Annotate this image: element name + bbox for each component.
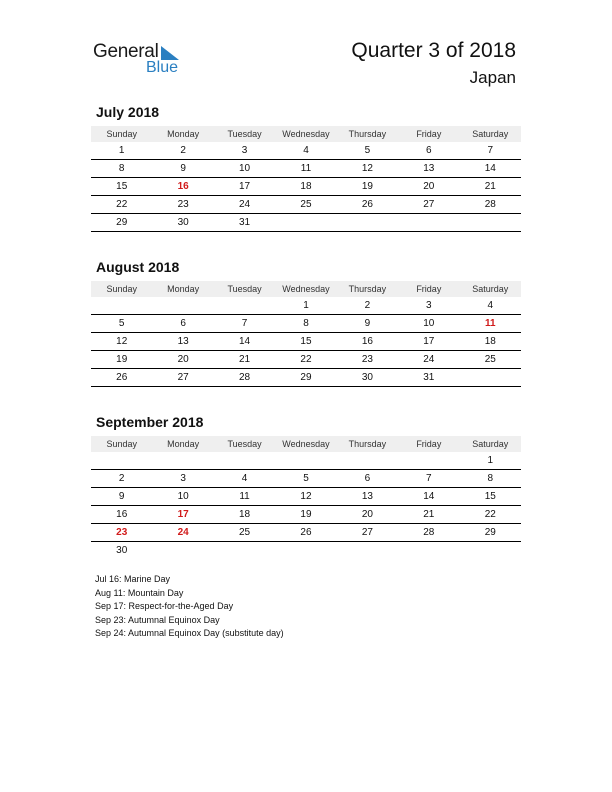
- day-cell: 15: [275, 333, 336, 351]
- day-cell: [460, 369, 521, 387]
- day-cell: 28: [460, 196, 521, 214]
- day-cell: 6: [337, 470, 398, 488]
- week-row: [91, 315, 521, 333]
- day-cell: 25: [214, 524, 275, 542]
- day-cell: 29: [460, 524, 521, 542]
- day-cell: 26: [275, 524, 336, 542]
- day-cell: 3: [398, 297, 459, 315]
- day-cell: [152, 452, 213, 470]
- day-cell: 27: [152, 369, 213, 387]
- day-cell: [337, 452, 398, 470]
- logo-text-blue: Blue: [146, 59, 179, 76]
- day-cell: 26: [91, 369, 152, 387]
- weekday-header: Thursday: [337, 281, 398, 297]
- day-cell: [275, 452, 336, 470]
- day-cell: 29: [91, 214, 152, 232]
- day-cell: 14: [214, 333, 275, 351]
- day-cell: 12: [275, 488, 336, 506]
- calendar-table: [91, 126, 521, 232]
- holiday-note: Sep 17: Respect-for-the-Aged Day: [95, 601, 234, 611]
- day-cell: 30: [116, 545, 128, 556]
- day-cell: [214, 452, 275, 470]
- week-row: [91, 142, 521, 160]
- day-cell: 17: [214, 178, 275, 196]
- month-title: July 2018: [96, 104, 160, 120]
- month-september: [91, 414, 521, 559]
- day-cell: 12: [91, 333, 152, 351]
- day-cell: 9: [337, 315, 398, 333]
- day-cell: 15: [460, 488, 521, 506]
- month-title: September 2018: [96, 414, 204, 430]
- holiday-notes: [95, 573, 284, 641]
- weekday-header: Saturday: [460, 126, 521, 142]
- weekday-header: Wednesday: [275, 126, 336, 142]
- day-cell: 27: [337, 524, 398, 542]
- weekday-header: Monday: [152, 126, 213, 142]
- weekday-header: Tuesday: [214, 436, 275, 452]
- day-cell: 18: [214, 506, 275, 524]
- weekday-header: Sunday: [91, 126, 152, 142]
- day-cell: 2: [337, 297, 398, 315]
- week-row: [91, 351, 521, 369]
- weekday-header: Sunday: [91, 281, 152, 297]
- day-cell: 11: [275, 160, 336, 178]
- day-cell: 16: [91, 506, 152, 524]
- weekday-header: Friday: [398, 126, 459, 142]
- week-row: [91, 297, 521, 315]
- day-cell: 12: [337, 160, 398, 178]
- day-cell: 7: [214, 315, 275, 333]
- week-row: [91, 542, 521, 560]
- day-cell: [460, 542, 521, 560]
- weekday-header: Thursday: [337, 126, 398, 142]
- month-august: [91, 259, 521, 387]
- day-cell: 8: [275, 315, 336, 333]
- day-cell: [337, 214, 398, 232]
- day-cell: 30: [337, 369, 398, 387]
- day-cell: 20: [337, 506, 398, 524]
- country-name: Japan: [469, 68, 516, 87]
- day-cell: 24: [152, 524, 213, 542]
- day-cell: 1: [275, 297, 336, 315]
- generalblue-logo: [93, 41, 193, 81]
- weekday-header-row: [91, 126, 521, 142]
- weekday-header: Friday: [398, 436, 459, 452]
- day-cell: 20: [398, 178, 459, 196]
- day-cell: 4: [460, 297, 521, 315]
- day-cell: 17: [152, 506, 213, 524]
- day-cell: 13: [398, 160, 459, 178]
- day-cell: 19: [337, 178, 398, 196]
- day-cell: 22: [275, 351, 336, 369]
- day-cell: 14: [460, 160, 521, 178]
- week-row: [91, 452, 521, 470]
- day-cell: 26: [337, 196, 398, 214]
- week-row: [91, 178, 521, 196]
- weekday-header: Monday: [152, 436, 213, 452]
- week-row: [91, 524, 521, 542]
- weekday-header: Thursday: [337, 436, 398, 452]
- day-cell: 21: [460, 178, 521, 196]
- holiday-note: Sep 23: Autumnal Equinox Day: [95, 614, 220, 625]
- day-cell: 10: [398, 315, 459, 333]
- day-cell: 6: [398, 142, 459, 160]
- day-cell: 13: [337, 488, 398, 506]
- day-cell: 30: [152, 214, 213, 232]
- week-row: [91, 196, 521, 214]
- day-cell: 4: [275, 142, 336, 160]
- day-cell: 17: [398, 333, 459, 351]
- day-cell: 6: [152, 315, 213, 333]
- day-cell: 9: [152, 160, 213, 178]
- day-cell: 10: [214, 160, 275, 178]
- day-cell: 2: [152, 142, 213, 160]
- day-cell: [152, 297, 213, 315]
- day-cell: 1: [91, 142, 152, 160]
- day-cell: [275, 542, 336, 560]
- day-cell: [214, 297, 275, 315]
- day-cell: 10: [152, 488, 213, 506]
- day-cell: 18: [460, 333, 521, 351]
- weekday-header: Saturday: [460, 281, 521, 297]
- day-cell: [460, 214, 521, 232]
- day-cell: [214, 542, 275, 560]
- holiday-note: Sep 24: Autumnal Equinox Day (substitute day): [95, 628, 284, 638]
- quarter-title: Quarter 3 of 2018: [351, 39, 516, 62]
- day-cell: 16: [337, 333, 398, 351]
- day-cell: 23: [91, 524, 152, 542]
- week-row: [91, 369, 521, 387]
- day-cell: 3: [214, 142, 275, 160]
- day-cell: 15: [91, 178, 152, 196]
- day-cell: 14: [398, 488, 459, 506]
- week-row: [91, 470, 521, 488]
- weekday-header: Friday: [398, 281, 459, 297]
- day-cell: 27: [398, 196, 459, 214]
- day-cell: 24: [214, 196, 275, 214]
- day-cell: 19: [275, 506, 336, 524]
- day-cell: 22: [91, 196, 152, 214]
- day-cell: 22: [460, 506, 521, 524]
- day-cell: [398, 214, 459, 232]
- day-cell: 8: [91, 160, 152, 178]
- weekday-header-row: [91, 281, 521, 297]
- day-cell: 31: [398, 369, 459, 387]
- week-row: [91, 333, 521, 351]
- day-cell: 20: [152, 351, 213, 369]
- day-cell: 5: [275, 470, 336, 488]
- month-july: [91, 104, 521, 232]
- day-cell: [91, 452, 152, 470]
- week-row: [91, 160, 521, 178]
- day-cell: 25: [460, 351, 521, 369]
- day-cell: [398, 452, 459, 470]
- day-cell: 31: [214, 214, 275, 232]
- day-cell: 13: [152, 333, 213, 351]
- day-cell: 28: [214, 369, 275, 387]
- day-cell: 5: [337, 142, 398, 160]
- day-cell: 25: [275, 196, 336, 214]
- weekday-header: Monday: [152, 281, 213, 297]
- calendar-table: [91, 281, 521, 387]
- day-cell: 19: [91, 351, 152, 369]
- logo-text-general: General: [93, 41, 159, 62]
- month-title: August 2018: [96, 259, 180, 275]
- day-cell: 4: [214, 470, 275, 488]
- weekday-header: Wednesday: [275, 436, 336, 452]
- weekday-header: Tuesday: [214, 126, 275, 142]
- day-cell: 9: [91, 488, 152, 506]
- day-cell: 21: [214, 351, 275, 369]
- weekday-header-row: [91, 436, 521, 452]
- day-cell: 18: [275, 178, 336, 196]
- day-cell: 5: [91, 315, 152, 333]
- weekday-header: Wednesday: [275, 281, 336, 297]
- day-cell: 24: [398, 351, 459, 369]
- day-cell: [91, 297, 152, 315]
- day-cell: 11: [460, 315, 521, 333]
- day-cell: 21: [398, 506, 459, 524]
- day-cell: 8: [460, 470, 521, 488]
- day-cell: 29: [275, 369, 336, 387]
- week-row: [91, 488, 521, 506]
- day-cell: 16: [152, 178, 213, 196]
- day-cell: 23: [337, 351, 398, 369]
- day-cell: [275, 214, 336, 232]
- week-row: [91, 214, 521, 232]
- day-cell: 28: [398, 524, 459, 542]
- weekday-header: Sunday: [91, 436, 152, 452]
- day-cell: 11: [214, 488, 275, 506]
- day-cell: 23: [152, 196, 213, 214]
- day-cell: 3: [152, 470, 213, 488]
- day-cell: [152, 542, 213, 560]
- day-cell: [398, 542, 459, 560]
- day-cell: [337, 542, 398, 560]
- day-cell: 7: [398, 470, 459, 488]
- weekday-header: Tuesday: [214, 281, 275, 297]
- week-row: [91, 506, 521, 524]
- holiday-note: Jul 16: Marine Day: [95, 574, 171, 584]
- weekday-header: Saturday: [460, 436, 521, 452]
- day-cell: 1: [460, 452, 521, 470]
- holiday-note: Aug 11: Mountain Day: [95, 587, 184, 598]
- calendar-table: [91, 436, 521, 559]
- day-cell: 2: [91, 470, 152, 488]
- day-cell: 7: [460, 142, 521, 160]
